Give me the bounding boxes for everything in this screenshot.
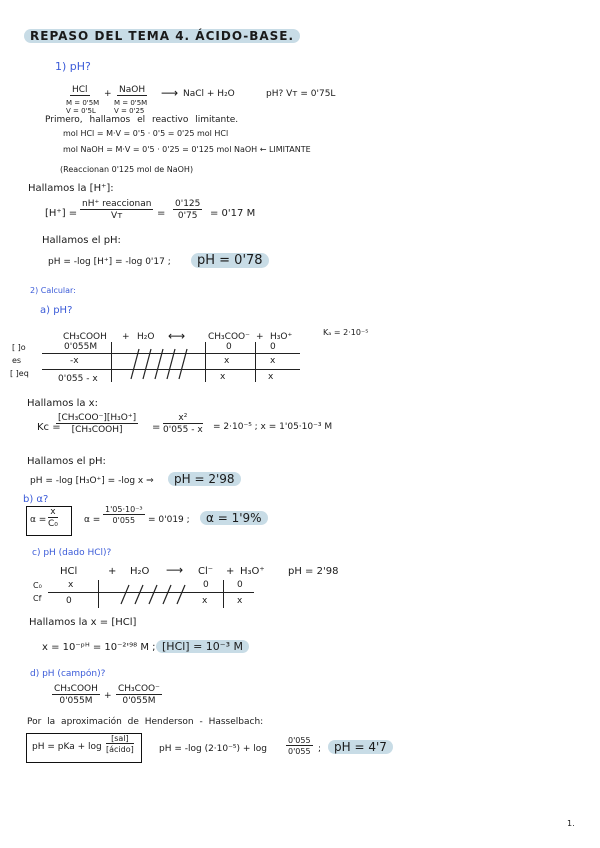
find-h-heading: Hallamos la [H⁺]: — [28, 183, 114, 194]
cell-final-hcl: 0 — [66, 596, 72, 606]
species-chloride: Cl⁻ — [198, 566, 214, 577]
h-fraction: nH⁺ reaccionan Vᴛ — [82, 199, 152, 221]
reactant-hcl: HCl — [72, 85, 88, 95]
reaction-arrow: ⟶ — [166, 563, 184, 577]
cell-initial-hcl: x — [68, 580, 74, 590]
reaction-arrow: ⟶ — [161, 86, 179, 100]
products: NaCl + H₂O — [183, 89, 235, 99]
alpha-fraction: $\frac{x}{\text{C₀}}$ — [48, 507, 58, 529]
table-divider — [111, 342, 112, 382]
plus-sign: + — [122, 332, 130, 342]
cell-eq-acetate: x — [220, 372, 226, 382]
henderson-line: Por la aproximación de Henderson - Hasselbach: — [27, 717, 264, 727]
find-x-heading: Hallamos la x: — [27, 398, 98, 409]
section-1-label: 1) pH? — [55, 60, 91, 73]
equilibrium-arrow: ⟷ — [168, 329, 186, 343]
equals-sign: = — [152, 422, 161, 433]
ph-calculation: pH = -log [H⁺] = -log 0'17 ; — [48, 257, 171, 267]
henderson-calculation: pH = -log (2·10⁻⁵) + log — [159, 744, 267, 754]
species-hcl: HCl — [60, 566, 78, 577]
henderson-value-fraction: $\frac{0'055}{0'055}$ — [288, 736, 311, 756]
plus-sign: + — [108, 566, 117, 577]
cell-initial-hydronium: 0 — [237, 580, 243, 590]
cell-initial-acetate: 0 — [226, 342, 232, 352]
table-divider — [255, 342, 256, 382]
kc-lhs: Kc = — [37, 422, 61, 433]
table-divider — [223, 580, 224, 608]
kc-fraction: [CH₃COO⁻][H₃O⁺] [CH₃COOH] — [58, 413, 137, 435]
buffer-salt-fraction: CH₃COO⁻ 0'055M — [118, 684, 160, 706]
alpha-result-highlight: α = 1'9% — [200, 511, 268, 525]
find-ph-heading-2: Hallamos el pH: — [27, 456, 106, 467]
plus-sign: + — [104, 691, 112, 701]
part-b-label: b) α? — [23, 494, 49, 505]
h-concentration-result: = 0'17 M — [210, 208, 256, 219]
cell-final-chloride: x — [202, 596, 208, 606]
row-label-equilibrium: [ ]eq — [10, 369, 29, 378]
ph-result-2-highlight: pH = 2'98 — [168, 472, 241, 486]
species-acetic-acid: CH₃COOH — [63, 332, 107, 342]
mol-hcl-line: mol HCl = M·V = 0'5 · 0'5 = 0'25 mol HCl — [63, 129, 229, 138]
separator: ; — [318, 744, 322, 754]
reactant-naoh: NaOH — [119, 85, 146, 95]
row-label-final: Cf — [33, 594, 42, 603]
cell-final-hydronium: x — [237, 596, 243, 606]
row-label-initial: [ ]o — [12, 343, 26, 352]
alpha-calc-lhs: α = — [84, 515, 101, 525]
species-water: H₂O — [137, 332, 155, 342]
reacting-moles-line: (Reaccionan 0'125 mol de NaOH) — [60, 165, 194, 174]
h-concentration-lhs: [H⁺] = — [45, 208, 78, 219]
kc-x-fraction: $\frac{\text{x²}}{0'055 - x}$ — [163, 413, 203, 435]
plus-sign: + — [256, 332, 264, 342]
species-acetate: CH₃COO⁻ — [208, 332, 250, 342]
species-water: H₂O — [130, 566, 150, 577]
cell-initial-acid: 0'055M — [64, 342, 98, 352]
hatch-marks — [125, 345, 195, 383]
table-divider — [98, 580, 99, 608]
find-hcl-heading: Hallamos la x = [HCl] — [29, 617, 137, 628]
henderson-fraction: [sal] [ácido] — [106, 734, 134, 754]
naoh-volume: V = 0'25 — [114, 107, 145, 115]
ph-result-highlight: pH = 0'78 — [191, 253, 269, 268]
part-a-label: a) pH? — [40, 305, 73, 316]
species-hydronium: H₃O⁺ — [240, 566, 265, 577]
row-label-change: es — [12, 356, 22, 365]
plus-sign: + — [104, 89, 112, 99]
alpha-decimal: = 0'019 ; — [148, 515, 190, 525]
hatch-marks — [115, 582, 195, 608]
henderson-lhs: pH = pKa + log — [32, 742, 102, 752]
find-ph-heading: Hallamos el pH: — [42, 235, 121, 246]
row-label-initial: C₀ — [33, 581, 42, 590]
cell-change-hydronium: x — [270, 356, 276, 366]
alpha-value-fraction: $\frac{\text{1'05·10⁻³}}{0'055}$ — [105, 505, 143, 525]
cell-change-acid: -x — [70, 356, 79, 366]
ka-value: Kₐ = 2·10⁻⁵ — [323, 328, 369, 337]
x-equation: x = 10⁻ᵖᴴ = 10⁻²'⁹⁸ M ; — [42, 642, 156, 653]
page-title: REPASO DEL TEMA 4. ÁCIDO-BASE. — [24, 29, 300, 43]
cell-change-acetate: x — [224, 356, 230, 366]
equals-sign: = — [157, 208, 166, 219]
cell-eq-hydronium: x — [268, 372, 274, 382]
alpha-lhs: α = — [30, 515, 47, 525]
table-divider — [205, 342, 206, 382]
buffer-acid-fraction: CH₃COOH 0'055M — [54, 684, 98, 706]
limiting-reagent-line: Primero, hallamos el reactivo limitante. — [45, 115, 239, 125]
ph-calculation-2: pH = -log [H₃O⁺] = -log x ⇒ — [30, 476, 154, 486]
buffer-ph-result-highlight: pH = 4'7 — [328, 740, 393, 754]
ph-question-total-volume: pH? Vᴛ = 0'75L — [266, 89, 336, 99]
kc-result: = 2·10⁻⁵ ; x = 1'05·10⁻³ M — [213, 422, 333, 432]
naoh-molarity: M = 0'5M — [114, 99, 148, 107]
page-number: 1. — [567, 819, 575, 828]
part-d-label: d) pH (campón)? — [30, 669, 106, 679]
cell-eq-acid: 0'055 - x — [58, 374, 98, 384]
cell-initial-hydronium: 0 — [270, 342, 276, 352]
section-2-label: 2) Calcular: — [30, 286, 76, 295]
cell-initial-chloride: 0 — [203, 580, 209, 590]
given-ph: pH = 2'98 — [288, 566, 339, 577]
species-hydronium: H₃O⁺ — [270, 332, 293, 342]
hcl-volume: V = 0'5L — [66, 107, 96, 115]
hcl-result-highlight: [HCl] = 10⁻³ M — [156, 640, 249, 653]
plus-sign: + — [226, 566, 235, 577]
part-c-label: c) pH (dado HCl)? — [32, 548, 112, 558]
mol-naoh-line: mol NaOH = M·V = 0'5 · 0'25 = 0'125 mol NaOH ← LIMITANTE — [63, 145, 311, 154]
h-value-fraction: $\frac{0'125}{0'75}$ — [175, 199, 201, 221]
hcl-molarity: M = 0'5M — [66, 99, 100, 107]
